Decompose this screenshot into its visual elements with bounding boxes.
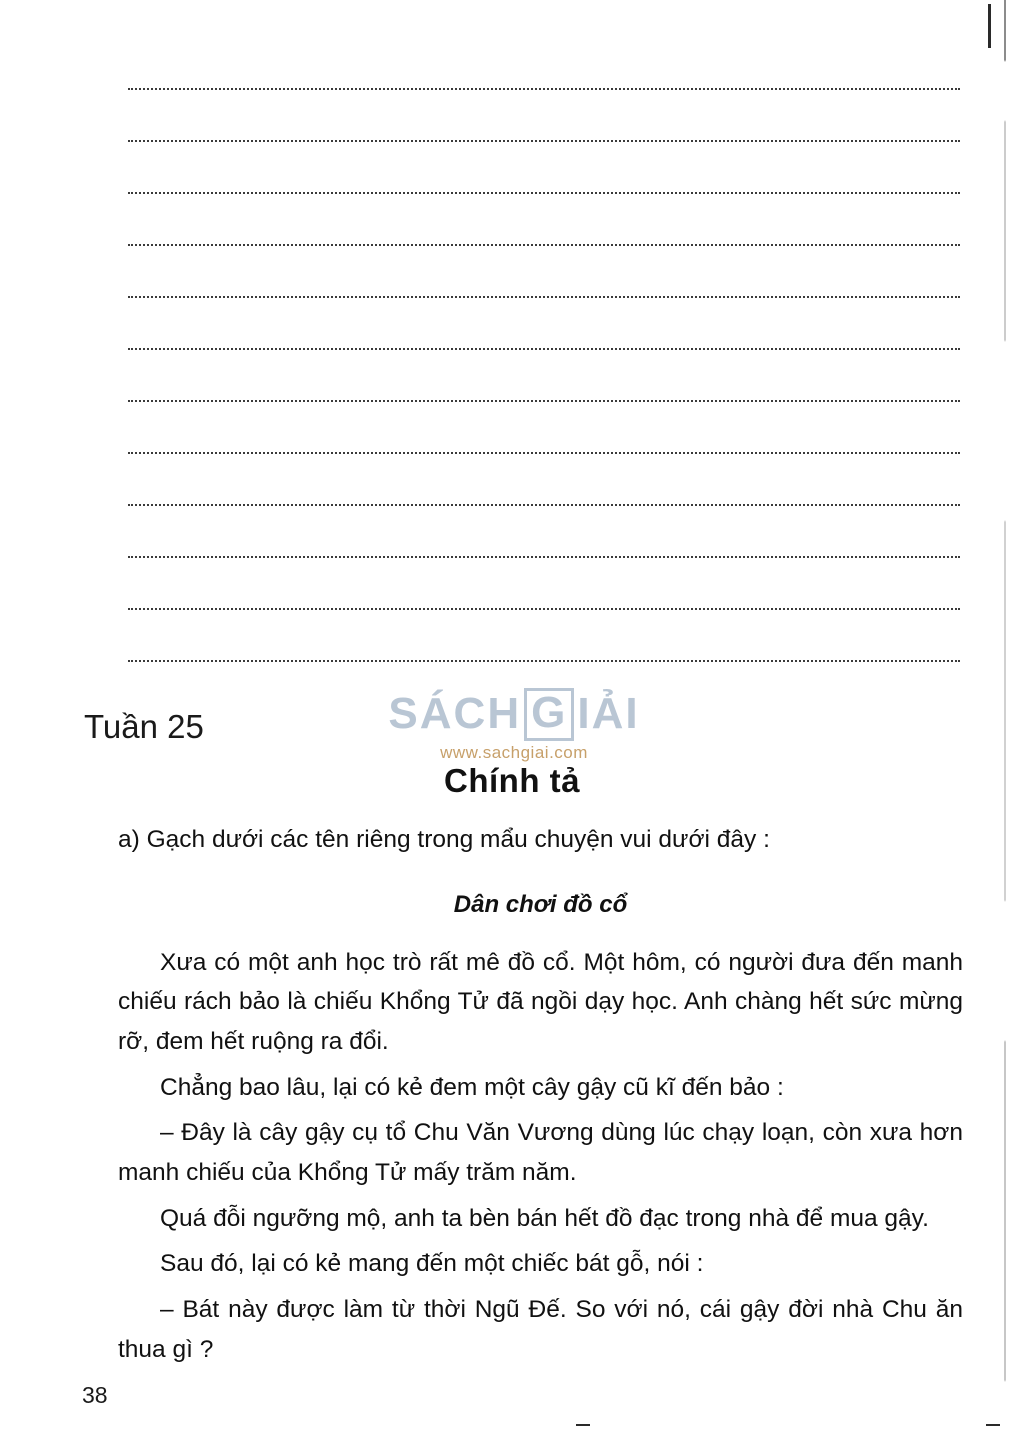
- story-paragraph: Quá đỗi ngưỡng mộ, anh ta bèn bán hết đồ đạc trong nhà để mua gậy.: [160, 1204, 929, 1232]
- blank-writing-lines: [128, 88, 960, 712]
- writing-line[interactable]: [128, 348, 960, 400]
- watermark-text-part2: G: [524, 688, 574, 741]
- exercise-prompt: a) Gạch dưới các tên riêng trong mẩu chuyện vui dưới đây :: [118, 826, 770, 853]
- story-paragraph: Chẳng bao lâu, lại có kẻ đem một cây gậy cũ kĩ đến bảo :: [160, 1073, 784, 1101]
- writing-line[interactable]: [128, 452, 960, 504]
- exercise-content: [118, 820, 963, 1375]
- scan-edge-artifact: [1004, 0, 1006, 1456]
- writing-line[interactable]: [128, 140, 960, 192]
- story-paragraph: Sau đó, lại có kẻ mang đến một chiếc bát gỗ, nói :: [160, 1250, 704, 1278]
- watermark-url: www.sachgiai.com: [440, 742, 588, 762]
- page-title: Chính tả: [444, 762, 580, 799]
- writing-line[interactable]: [128, 556, 960, 608]
- writing-line[interactable]: [128, 296, 960, 348]
- story-paragraph: Xưa có một anh học trò rất mê đồ cổ. Một hôm, có người đưa đến manh chiếu rách bảo là chiếu Khổng Tử đã ngồi dạy học. Anh chàng hết sức mừng rỡ, đem hết ruộng ra đổi.: [118, 948, 963, 1055]
- writing-line[interactable]: [128, 88, 960, 140]
- writing-line[interactable]: [128, 400, 960, 452]
- scan-mark-bottom: [576, 1424, 590, 1426]
- week-title: Tuần 25: [84, 708, 204, 745]
- writing-line[interactable]: [128, 608, 960, 660]
- writing-line[interactable]: [128, 660, 960, 712]
- story-paragraph: – Bát này được làm từ thời Ngũ Đế. So với nó, cái gậy đời nhà Chu ăn thua gì ?: [118, 1296, 963, 1363]
- scan-mark-bottom-right: [986, 1424, 1000, 1426]
- writing-line[interactable]: [128, 504, 960, 556]
- story-title: Dân chơi đồ cổ: [453, 890, 628, 918]
- watermark-text-part3: IẢI: [577, 689, 640, 739]
- watermark-text-part1: SÁCH: [388, 689, 522, 739]
- writing-line[interactable]: [128, 244, 960, 296]
- story-paragraph: – Đây là cây gậy cụ tổ Chu Văn Vương dùng lúc chạy loạn, còn xưa hơn manh chiếu của Khổng Tử mấy trăm năm.: [118, 1119, 963, 1186]
- page-number: 38: [82, 1382, 108, 1408]
- writing-line[interactable]: [128, 192, 960, 244]
- scan-mark-top: [988, 4, 991, 48]
